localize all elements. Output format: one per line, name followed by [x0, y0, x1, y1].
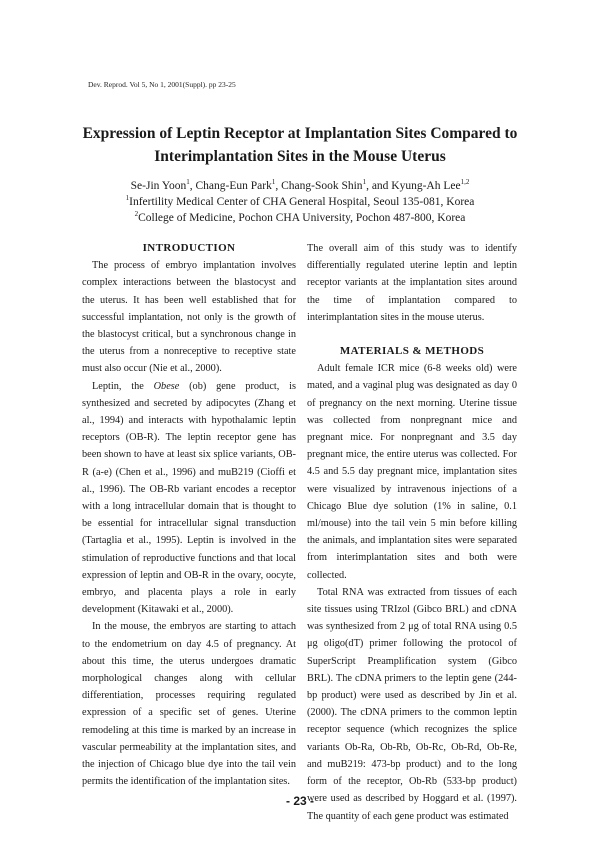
text-run: Leptin, the: [92, 380, 154, 392]
author-name: Kyung-Ah Lee: [391, 180, 461, 192]
author-name: Se-Jin Yoon: [130, 180, 187, 192]
affiliation-mark: 1: [125, 194, 130, 203]
left-column: [82, 240, 296, 791]
page-number: - 23 -: [285, 794, 314, 808]
title-line-1: Expression of Leptin Receptor at Implantation Sites Compared to: [82, 125, 518, 142]
gene-name-italic: Obese: [153, 380, 180, 392]
intro-paragraph-2: [82, 378, 296, 619]
methods-heading: MATERIALS & METHODS: [339, 345, 485, 358]
author-name: Chang-Sook Shin: [281, 180, 363, 192]
affiliation-mark: 2: [134, 210, 139, 219]
author-name: Chang-Eun Park: [195, 180, 272, 192]
affiliation-1: [60, 194, 540, 210]
affiliation-mark: 1: [186, 178, 190, 187]
right-column: [307, 240, 517, 825]
affiliation-mark: 1: [271, 178, 276, 187]
affiliation-mark: 1: [362, 178, 367, 187]
author-block: [60, 178, 540, 226]
paper-title: [60, 122, 540, 168]
journal-citation: Dev. Reprod. Vol 5, No 1, 2001(Suppl). pp 23-25: [88, 80, 236, 89]
text-run: (ob) gene product, is synthesized and secreted by adipocytes (Zhang et al., 1994) and interacts with hypothalamic leptin receptors (OB-R). The leptin receptor gene has been shown to have at least six splice variants, OB-R (a-e) (Chen et al., 1996) and muB219 (Cioffi et al., 1996). The OB-Rb variant encodes a receptor with a long intracellular domain that is thought to be essential for intracellular signal transduction (Tartaglia et al., 1995). Leptin is involved in the stimulation of reproductive functions and that local expression of leptin and OB-R in the ovary, oocyte, embryo, and placenta plays a role in early development (Kitawaki et al., 2000).: [82, 380, 296, 616]
intro-paragraph-1: The process of embryo implantation involves complex interactions between the blastocyst and the uterus. It has been well established that for successful implantation, not only is the growth of the blastocyst critical, but a synchronous change in the uterus from a nonreceptive to receptive state must also occur (Nie et al., 2000).: [82, 260, 296, 375]
title-line-2: Interimplantation Sites in the Mouse Uterus: [154, 148, 446, 165]
methods-paragraph-1: Adult female ICR mice (6-8 weeks old) were mated, and a vaginal plug was designated as day 0 of pregnancy on the next morning. Uterine tissue was collected from nonpregnant mice and pregnant mice. For nonpregnant and 3.5 day pregnant mice, the entire uterus was collected. For 4.5 and 5.5 day pregnant mice, implantation sites were visualized by intravenous injections of a Chicago Blue dye solution (1% in saline, 0.1 ml/mouse) into the tail vein 5 min before killing the animals, and implantation sites were separated from interimplantation sites and both were collected.: [307, 363, 517, 581]
affiliation-2: [60, 210, 540, 226]
introduction-heading: INTRODUCTION: [142, 242, 236, 254]
affiliation-text: Infertility Medical Center of CHA General Hospital, Seoul 135-081, Korea: [129, 196, 475, 208]
author-list: Se-Jin Yoon$^1$, Chang-Eun Park$^1$, Chang-Sook Shin$^1$, and Kyung-Ah Lee$^{1,2}$: [130, 178, 470, 192]
affiliation-mark: 1,2: [460, 178, 470, 187]
affiliation-text: College of Medicine, Pochon CHA University, Pochon 487-800, Korea: [138, 212, 466, 224]
methods-paragraph-2: Total RNA was extracted from tissues of each site tissues using TRIzol (Gibco BRL) and cDNA was synthesized from 2 μg of total RNA using 0.5 μg oligo(dT) primer following the protocol of SuperScript Preamplification system (Gibco BRL). The cDNA primers to the leptin gene (244-bp product) were used as described by Jin et al. (2000). The cDNA primers to the common leptin receptor sequence (which recognizes the splice variants Ob-Ra, Ob-Rb, Ob-Rc, Ob-Rd, Ob-Re, and muB219: 473-bp product) and to the long form of the receptor, Ob-Rb (533-bp product) were used as described by Hoggard et al. (1997). The quantity of each gene product was estimated: [307, 586, 517, 822]
intro-paragraph-3: In the mouse, the embryos are starting to attach to the endometrium on day 4.5 of pregnancy. At about this time, the uterus undergoes dramatic morphological changes along with cellular differentiation, processes requiring regulated expression of a specific set of genes. Uterine remodeling at this time is marked by an increase in vascular permeability at the implantation sites, and the injection of Chicago blue dye into the tail vein permits the identification of the implantation sites.: [82, 621, 296, 788]
intro-paragraph-4: The overall aim of this study was to identify differentially regulated uterine leptin and leptin receptor variants at the implantation sites around the time of implantation compared to interimplantation sites in the mouse uterus.: [307, 243, 517, 323]
